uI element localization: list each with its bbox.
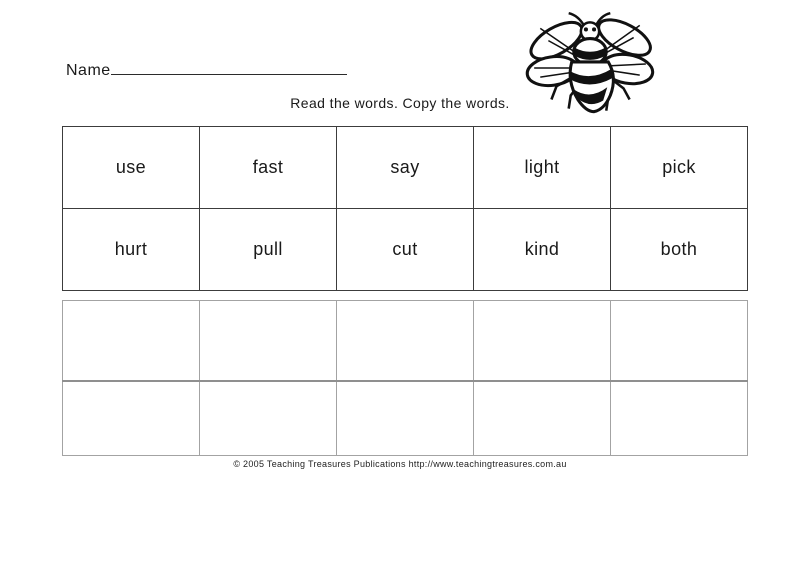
copy-cell: [611, 381, 748, 456]
word-table: [62, 126, 748, 291]
name-write-line: [111, 59, 347, 75]
word-cell: kind: [474, 209, 611, 291]
instruction-text: Read the words. Copy the words.: [290, 95, 510, 111]
bee-clipart-icon: [523, 10, 657, 124]
copy-cell: [200, 381, 337, 456]
copy-cell: [63, 381, 200, 456]
word-cell: hurt: [63, 209, 200, 291]
copy-table: [62, 300, 748, 456]
copy-cell: [474, 381, 611, 456]
word-cell: pull: [200, 209, 337, 291]
word-table-row: [63, 209, 748, 291]
bee-icon: [523, 10, 657, 124]
copy-cell: [474, 301, 611, 382]
copy-cell: [200, 301, 337, 382]
word-cell: say: [337, 127, 474, 209]
word-cell: fast: [200, 127, 337, 209]
word-table-row: [63, 127, 748, 209]
word-cell: light: [474, 127, 611, 209]
copy-cell: [611, 301, 748, 382]
copyright-text: © 2005 Teaching Treasures Publications http://www.teachingtreasures.com.au: [233, 459, 567, 469]
word-cell: cut: [337, 209, 474, 291]
copy-table-row: [63, 381, 748, 456]
word-cell: use: [63, 127, 200, 209]
word-cell: both: [611, 209, 748, 291]
copy-cell: [337, 301, 474, 382]
name-label: Name: [66, 62, 111, 79]
word-cell: pick: [611, 127, 748, 209]
copy-cell: [63, 301, 200, 382]
name-row: [66, 59, 347, 80]
copy-cell: [337, 381, 474, 456]
copy-table-row: [63, 301, 748, 382]
